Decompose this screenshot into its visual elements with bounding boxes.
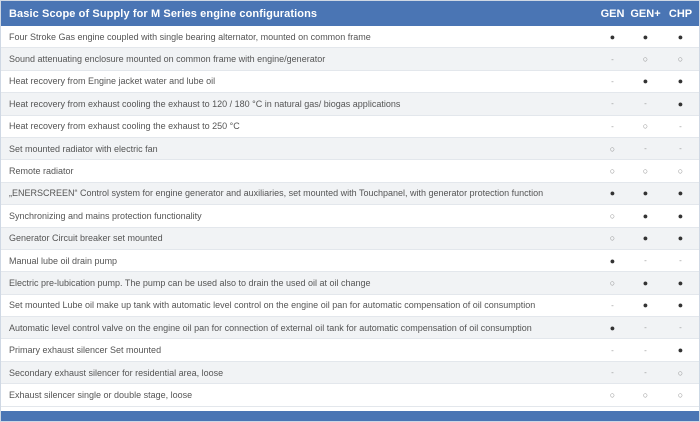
row-description: Remote radiator: [9, 166, 74, 177]
cell-chp: ○: [677, 389, 684, 400]
row-description: Synchronizing and mains protection functionality: [9, 210, 202, 221]
cell-chp: ○: [677, 166, 684, 177]
row-description: Set mounted radiator with electric fan: [9, 143, 158, 154]
cell-gen-plus: ○: [642, 166, 649, 177]
row-description: Electric pre-lubication pump. The pump can be used also to drain the used oil at oil change: [9, 277, 371, 288]
cell-chp: -: [679, 256, 682, 266]
cell-gen-plus: ●: [642, 210, 649, 221]
row-description: Primary exhaust silencer Set mounted: [9, 345, 162, 356]
cell-gen-plus: ●: [642, 76, 649, 87]
cell-gen: -: [611, 368, 614, 378]
table-row: [1, 228, 699, 250]
row-description: Four Stroke Gas engine coupled with single bearing alternator, mounted on common frame: [9, 31, 371, 42]
table-footer-bar: [1, 411, 699, 421]
cell-chp: ○: [677, 367, 684, 378]
cell-gen-plus: ●: [642, 300, 649, 311]
table-row: [1, 272, 699, 294]
cell-gen: ○: [609, 210, 616, 221]
table-row: [1, 384, 699, 406]
cell-gen-plus: -: [644, 99, 647, 109]
cell-chp: ●: [677, 210, 684, 221]
table-row: [1, 250, 699, 272]
cell-gen: -: [611, 54, 614, 64]
cell-chp: ●: [677, 98, 684, 109]
row-description: Sound attenuating enclosure mounted on common frame with engine/generator: [9, 54, 326, 65]
row-description: Heat recovery from exhaust cooling the exhaust to 120 / 180 °C in natural gas/ biogas applications: [9, 98, 401, 109]
cell-chp: ●: [677, 233, 684, 244]
row-description: Secondary exhaust silencer for residential area, loose: [9, 367, 224, 378]
cell-chp: ●: [677, 188, 684, 199]
cell-chp: ○: [677, 54, 684, 65]
cell-gen-plus: -: [644, 256, 647, 266]
cell-gen-plus: ●: [642, 31, 649, 42]
column-header-gen: GEN: [600, 7, 625, 20]
cell-chp: ●: [677, 345, 684, 356]
row-description: Manual lube oil drain pump: [9, 255, 118, 266]
cell-gen: ○: [609, 233, 616, 244]
cell-gen-plus: -: [644, 323, 647, 333]
table-row: [1, 362, 699, 384]
table-row: [1, 295, 699, 317]
cell-gen-plus: ●: [642, 233, 649, 244]
table-body: [1, 26, 699, 407]
cell-gen: -: [611, 121, 614, 131]
cell-gen-plus: ○: [642, 121, 649, 132]
cell-chp: ●: [677, 300, 684, 311]
table-row: [1, 205, 699, 227]
cell-gen: ●: [609, 255, 616, 266]
cell-gen-plus: ●: [642, 277, 649, 288]
table-row: [1, 71, 699, 93]
cell-gen: -: [611, 300, 614, 310]
table-row: [1, 48, 699, 70]
cell-gen: -: [611, 99, 614, 109]
cell-chp: ●: [677, 76, 684, 87]
cell-gen: ○: [609, 277, 616, 288]
row-description: Heat recovery from exhaust cooling the exhaust to 250 °C: [9, 121, 240, 132]
cell-gen: ●: [609, 322, 616, 333]
cell-gen-plus: ○: [642, 389, 649, 400]
table-row: [1, 160, 699, 182]
cell-gen-plus: ●: [642, 188, 649, 199]
cell-gen-plus: -: [644, 345, 647, 355]
cell-chp: -: [679, 144, 682, 154]
row-description: Heat recovery from Engine jacket water and lube oil: [9, 76, 216, 87]
table-row: [1, 183, 699, 205]
cell-gen-plus: ○: [642, 54, 649, 65]
table-row: [1, 26, 699, 48]
row-description: Set mounted Lube oil make up tank with automatic level control on the engine oil pan for automatic compensation of oil consumption: [9, 300, 536, 311]
table-row: [1, 339, 699, 361]
row-description: „ENERSCREEN“ Control system for engine generator and auxiliaries, set mounted with Touchpanel, with generator protection function: [9, 188, 544, 199]
cell-chp: ●: [677, 31, 684, 42]
cell-gen: ●: [609, 188, 616, 199]
cell-gen-plus: -: [644, 368, 647, 378]
cell-gen: ●: [609, 31, 616, 42]
cell-gen: -: [611, 345, 614, 355]
cell-gen-plus: -: [644, 144, 647, 154]
column-header-chp: CHP: [668, 7, 693, 20]
column-header-gen-plus: GEN+: [630, 7, 661, 20]
row-description: Automatic level control valve on the engine oil pan for connection of external oil tank for automatic compensation of oil consumption: [9, 322, 532, 333]
cell-gen: ○: [609, 389, 616, 400]
cell-gen: -: [611, 76, 614, 86]
table-row: [1, 317, 699, 339]
cell-chp: -: [679, 121, 682, 131]
table-header: [1, 1, 699, 26]
table-row: [1, 93, 699, 115]
cell-chp: -: [679, 323, 682, 333]
cell-gen: ○: [609, 143, 616, 154]
row-description: Exhaust silencer single or double stage, loose: [9, 389, 193, 400]
row-description: Generator Circuit breaker set mounted: [9, 233, 163, 244]
cell-gen: ○: [609, 166, 616, 177]
table-title: Basic Scope of Supply for M Series engine configurations: [9, 7, 318, 20]
table-row: [1, 138, 699, 160]
table-row: [1, 116, 699, 138]
cell-chp: ●: [677, 277, 684, 288]
